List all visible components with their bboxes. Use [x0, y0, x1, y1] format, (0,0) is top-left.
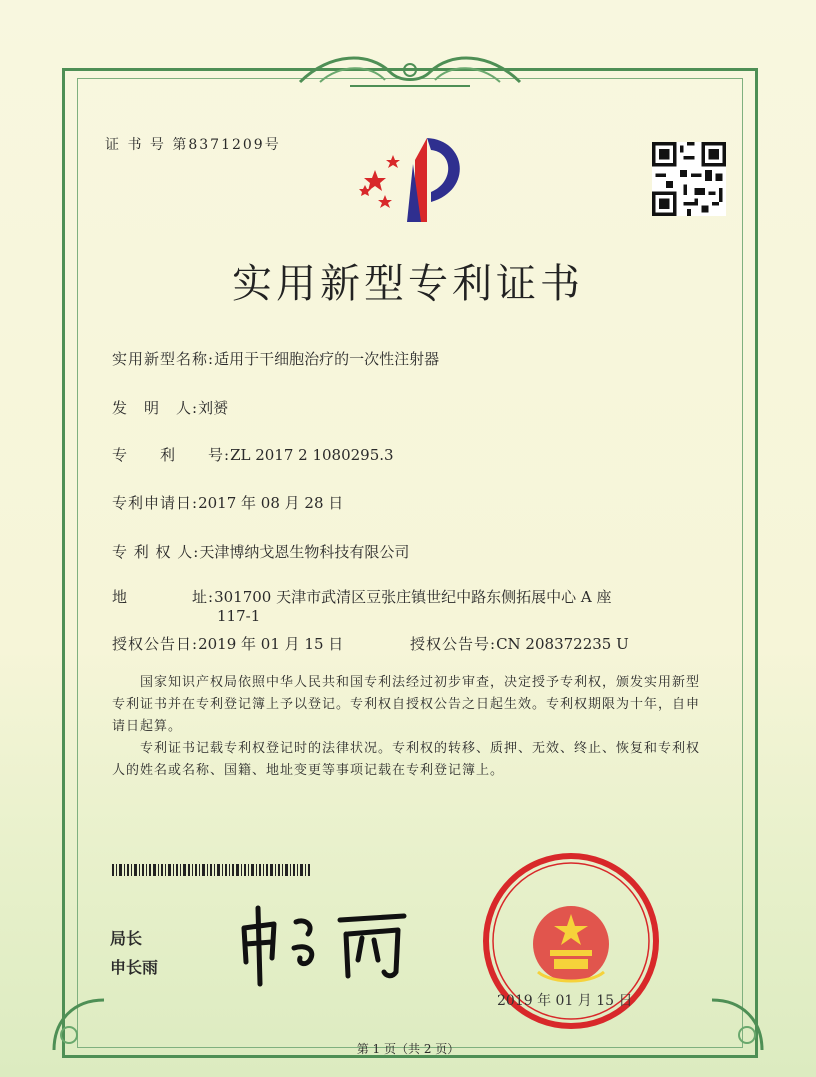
inventor-label: 发 明 人:: [112, 399, 199, 417]
qr-code-icon: [652, 142, 726, 216]
utility-model-name-row: [112, 348, 439, 369]
patentee-row: [112, 541, 409, 562]
filing-date-label: 专利申请日:: [112, 494, 199, 512]
filing-date-value: 2017 年 08 月 28 日: [198, 494, 344, 512]
grant-date-label: 授权公告日:: [112, 635, 199, 653]
grant-number-value: CN 208372235 U: [496, 635, 629, 653]
inventor-row: [112, 397, 228, 418]
address-line-2: 117-1: [217, 607, 261, 625]
address-row: [112, 586, 611, 607]
barcode-icon: [112, 864, 310, 876]
utility-model-name-value: 适用于干细胞治疗的一次性注射器: [214, 350, 440, 368]
patent-number-label: 专 利 号:: [112, 446, 231, 464]
certificate-title: 实用新型专利证书: [232, 261, 584, 307]
grant-date-row: [112, 633, 343, 654]
seal-date: 2019 年 01 月 15 日: [497, 993, 633, 1009]
utility-model-name-label: 实用新型名称:: [112, 350, 215, 368]
address-line-1: 301700 天津市武清区豆张庄镇世纪中路东侧拓展中心 A 座: [214, 588, 612, 606]
cnipa-logo-icon: [355, 130, 475, 225]
patent-number-row: [112, 444, 394, 465]
filing-date-row: [112, 492, 343, 513]
grant-date-value: 2019 年 01 月 15 日: [198, 635, 344, 653]
grant-number-label: 授权公告号:: [410, 635, 497, 653]
grant-number-row: [410, 633, 629, 654]
certificate-paragraph: 国家知识产权局依照中华人民共和国专利法经过初步审查，决定授予专利权，颁发实用新型专利证书并在专利登记簿上予以登记。专利权自授权公告之日起生效。专利权期限为十年，自申请日起算。: [112, 675, 701, 734]
page-number: 第 1 页（共 2 页）: [356, 1042, 460, 1056]
inventor-value: 刘赟: [198, 399, 229, 417]
top-ornament-icon: [290, 52, 530, 92]
patent-number-value: ZL 2017 2 1080295.3: [230, 446, 394, 464]
address-label: 地 址:: [112, 588, 215, 606]
certificate-paragraph: 专利证书记载专利权登记时的法律状况。专利权的转移、质押、无效、终止、恢复和专利权人的姓名或名称、国籍、地址变更等事项记载在专利登记簿上。: [112, 741, 701, 778]
signatory-title: 局长: [110, 929, 143, 948]
signatory-name: 申长雨: [110, 958, 159, 977]
patentee-label: 专 利 权 人:: [112, 543, 200, 561]
handwritten-signature-icon: [236, 900, 426, 990]
certificate-number: 证 书 号 第8371209号: [105, 137, 281, 153]
patentee-value: 天津博纳戈恩生物科技有限公司: [199, 543, 410, 561]
